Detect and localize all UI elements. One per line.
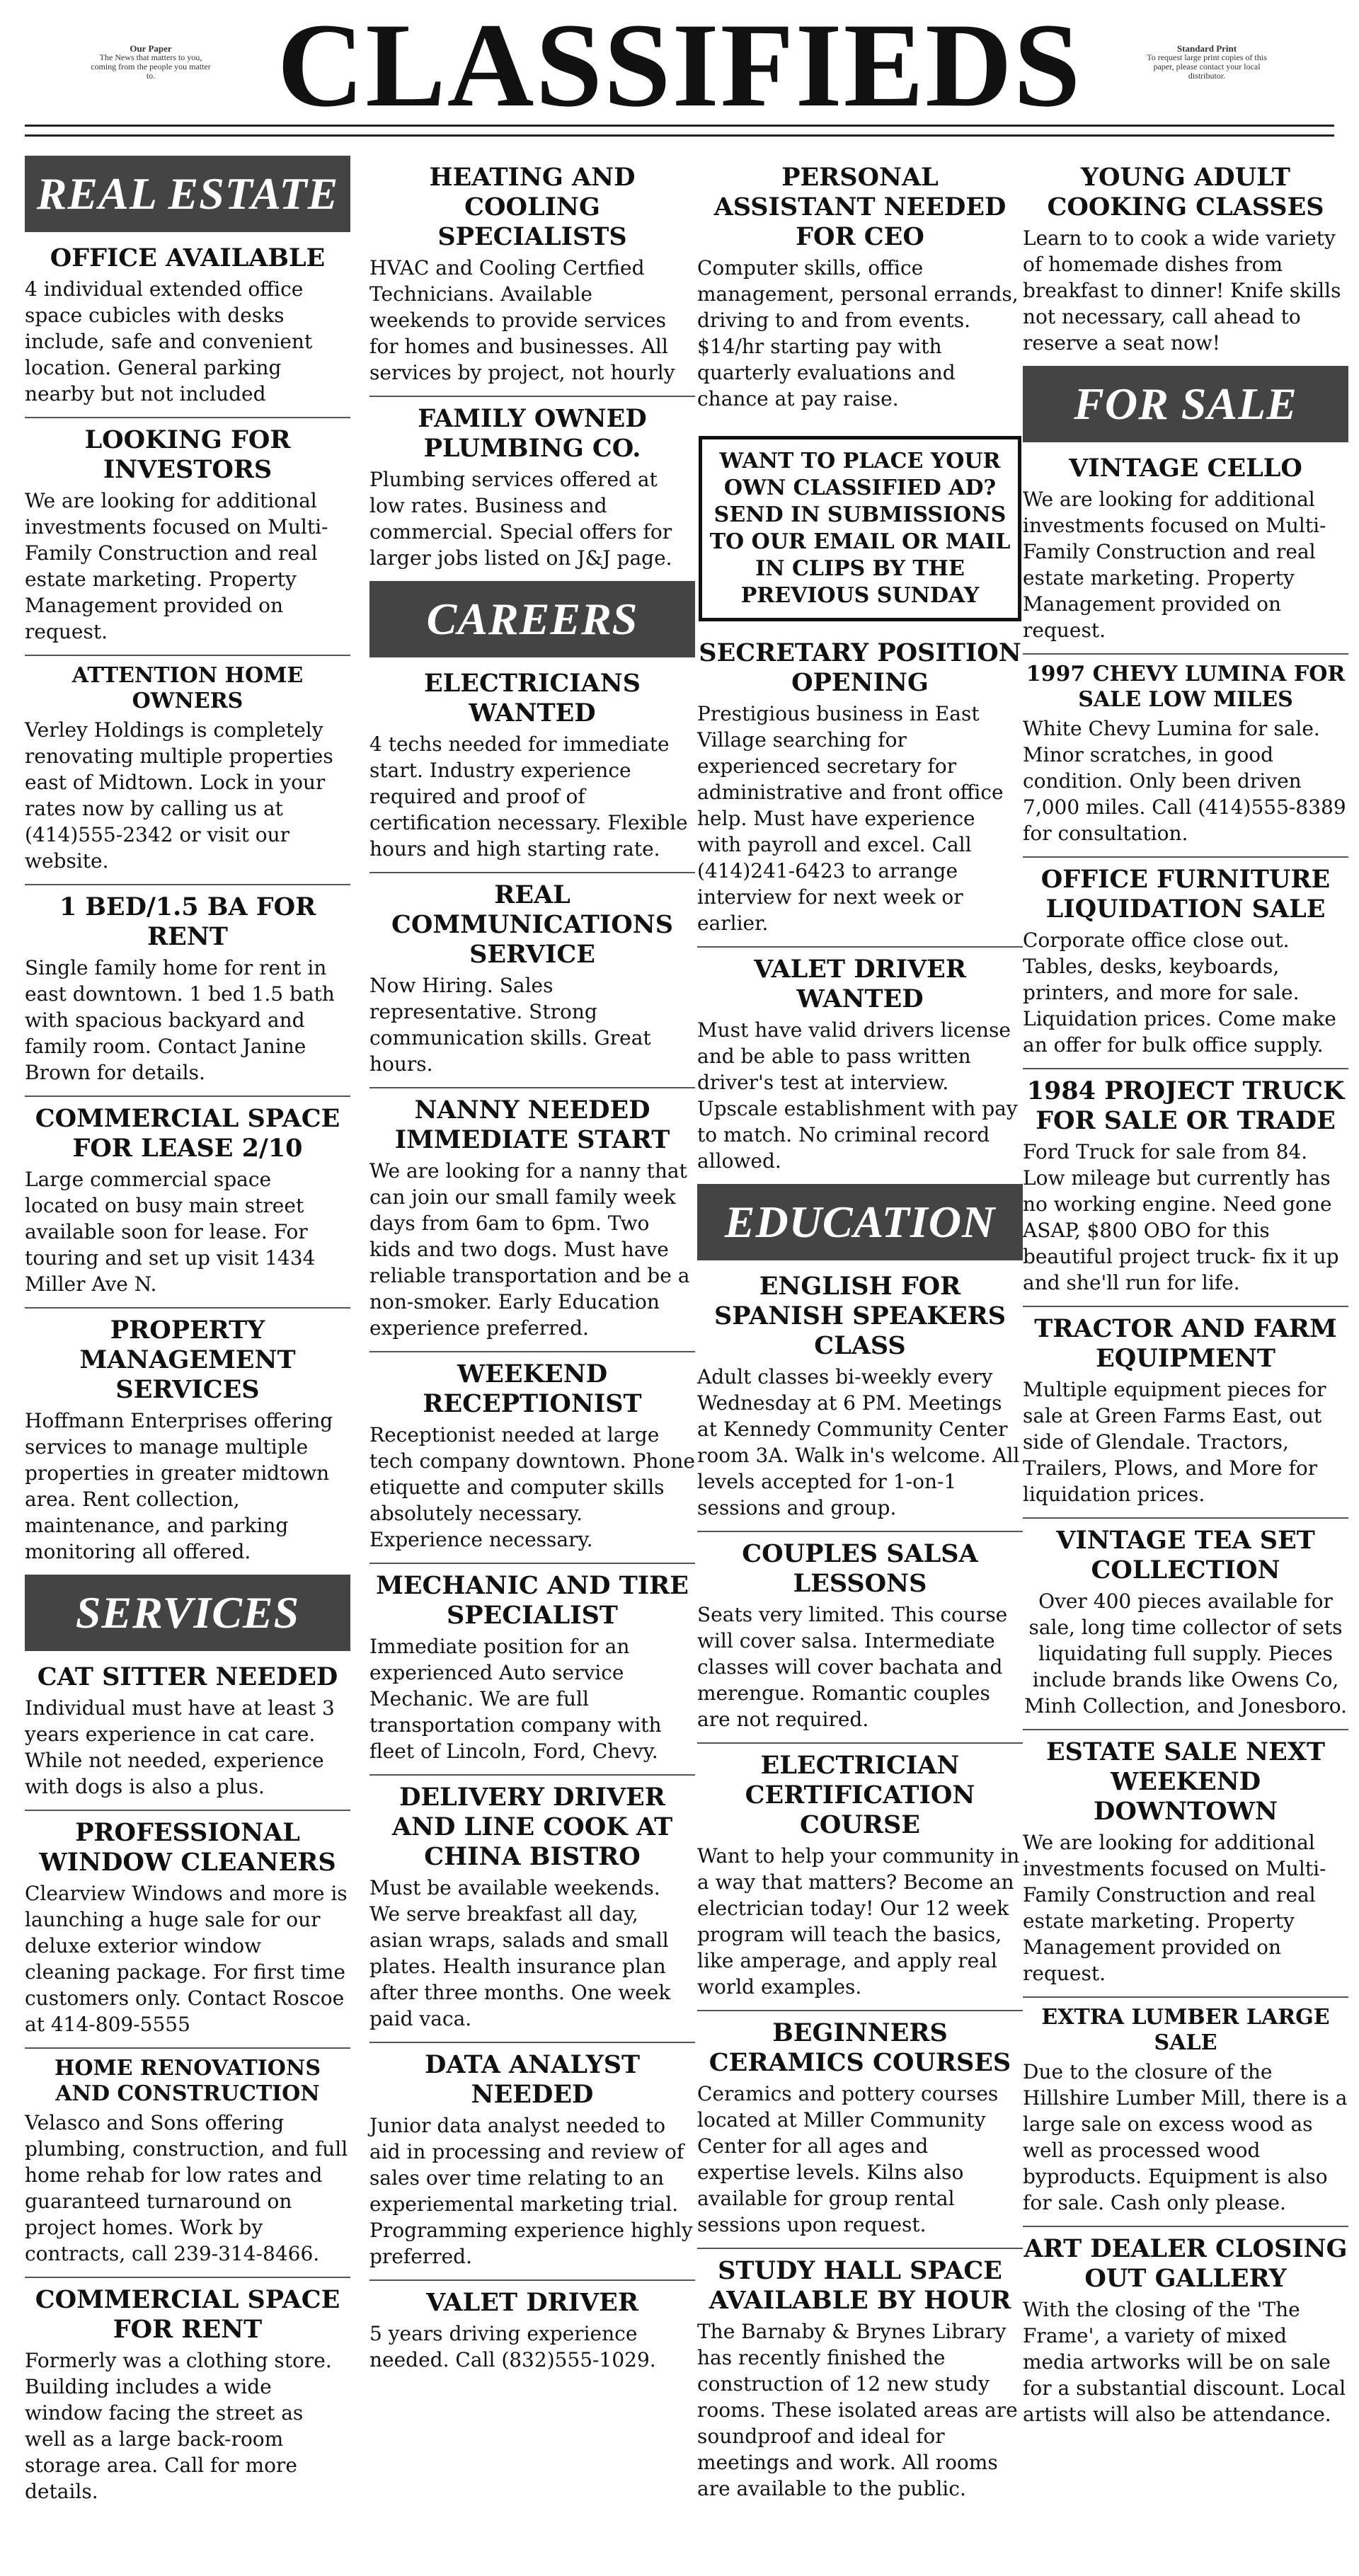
ad-body: Individual must have at least 3 years experience in cat care. While not needed, experience with dogs is also a plus. xyxy=(25,1696,335,1798)
ad-body: Learn to to cook a wide variety of homemade dishes from breakfast to dinner! Knife skills not necessary, call ahead to reserve a seat now! xyxy=(1023,226,1341,355)
ad-office-available xyxy=(25,236,350,418)
ad-commercial-space-rent xyxy=(25,2278,350,2514)
ad-heating-cooling xyxy=(369,156,695,397)
ad-body: Over 400 pieces available for sale, long time collector of sets liquidating full supply. Pieces include brands like Owens Co, Minh Collection, and Jonesboro. xyxy=(1024,1589,1347,1718)
ad-body: Junior data analyst needed to aid in processing and review of sales over time relating to an experiemental marketing trial. Programming experience highly preferred. xyxy=(369,2114,693,2268)
ad-title: 1997 CHEVY LUMINA FOR SALE LOW MILES xyxy=(1026,662,1346,712)
column-3 xyxy=(697,156,1023,2512)
ad-body: Hoffmann Enterprises offering services to manage multiple properties in greater midtown area. Rent collection, maintenance, and parking monitoring all offered. xyxy=(25,1409,333,1563)
ad-body: White Chevy Lumina for sale. Minor scratches, in good condition. Only been driven 7,000 miles. Call (414)555-8389 for consultation. xyxy=(1023,717,1346,845)
ad-title: MECHANIC AND TIRE SPECIALIST xyxy=(376,1571,689,1630)
ad-body: Verley Holdings is completely renovating multiple properties east of Midtown. Lock in your rates now by calling us at (414)555-2342 or visit our website. xyxy=(25,718,333,873)
ad-body: Must have valid drivers license and be able to pass written driver's test at interview. Upscale establishment with pay to match. No criminal record allowed. xyxy=(697,1018,1018,1173)
ad-body: Plumbing services offered at low rates. Business and commercial. Special offers for larger jobs listed on J&J page. xyxy=(369,468,672,570)
ad-valet-driver xyxy=(369,2281,695,2383)
ad-title: 1 BED/1.5 BA FOR RENT xyxy=(59,892,316,951)
masthead-right-text: To request large print copies of this paper, please contact your local distributor. xyxy=(1147,52,1267,81)
ad-body: Computer skills, office management, personal errands, driving to and from events. $14/hr starting pay with quarterly evaluations and chance at pay raise. xyxy=(697,256,1019,410)
ad-title: COUPLES SALSA LESSONS xyxy=(742,1539,978,1598)
ad-electrician-certification xyxy=(697,1744,1023,2011)
ad-title: REAL COMMUNICATIONS SERVICE xyxy=(391,880,673,969)
ad-estate-sale xyxy=(1023,1730,1348,1998)
ad-english-class xyxy=(697,1265,1023,1532)
ad-data-analyst xyxy=(369,2043,695,2281)
ad-title: COMMERCIAL SPACE FOR RENT xyxy=(35,2285,340,2344)
ad-cat-sitter xyxy=(25,1655,350,1811)
ad-attention-home-owners xyxy=(25,656,350,885)
ad-body: Formerly was a clothing store. Building includes a wide window facing the street as well as a large back-room storage area. Call for more details. xyxy=(25,2349,332,2503)
ad-title: ENGLISH FOR SPANISH SPEAKERS CLASS xyxy=(714,1272,1006,1360)
ad-body: Corporate office close out. Tables, desks, keyboards, printers, and more for sale. Liquidation prices. Come make an offer for bulk office supply. xyxy=(1023,928,1336,1057)
ad-title: SECRETARY POSITION OPENING xyxy=(699,638,1021,697)
ad-title: EXTRA LUMBER LARGE SALE xyxy=(1041,2005,1330,2055)
masthead-title: CLASSIFIEDS xyxy=(277,0,1082,132)
ad-body: HVAC and Cooling Certfied Technicians. Available weekends to provide services for homes and businesses. All services by project, not hourly xyxy=(369,256,675,384)
ad-title: ATTENTION HOME OWNERS xyxy=(71,663,304,713)
ad-bed-bath-for-rent xyxy=(25,885,350,1097)
ad-home-renovations xyxy=(25,2049,350,2278)
column-2 xyxy=(369,156,695,2383)
ad-title: YOUNG ADULT COOKING CLASSES xyxy=(1047,163,1324,222)
ad-body: We are looking for additional investments focused on Multi-Family Construction and real estate marketing. Property Management provided on request. xyxy=(25,489,328,643)
ad-title: PROPERTY MANAGEMENT SERVICES xyxy=(79,1316,296,1404)
ad-title: NANNY NEEDED IMMEDIATE START xyxy=(394,1096,670,1154)
section-for-sale: FOR SALE xyxy=(1023,366,1348,442)
ad-salsa-lessons xyxy=(697,1532,1023,1744)
ad-body: Ceramics and pottery courses located at Miller Community Center for all ages and expertise levels. Kilns also available for group rental sessions upon request. xyxy=(697,2082,999,2236)
ad-mechanic xyxy=(369,1564,695,1776)
ad-commercial-space-lease xyxy=(25,1097,350,1309)
ad-body: Adult classes bi-weekly every Wednesday at 6 PM. Meetings at Kennedy Community Center room 3A. Walk in's welcome. All levels accepted for 1-on-1 sessions and group. xyxy=(697,1365,1020,1519)
ad-body: Due to the closure of the Hillshire Lumber Mill, there is a large sale on excess wood as well as processed wood byproducts. Equipment is also for sale. Cash only please. xyxy=(1023,2060,1348,2214)
section-education: EDUCATION xyxy=(697,1184,1023,1260)
ad-study-hall xyxy=(697,2249,1023,2512)
ad-valet-driver-wanted xyxy=(697,948,1023,1184)
ad-body: Want to help your community in a way that matters? Become an electrician today! Our 12 week program will teach the basics, like amperage, and apply real world examples. xyxy=(697,1844,1020,1999)
ad-body: Receptionist needed at large tech company downtown. Phone etiquette and computer skills absolutely necessary. Experience necessary. xyxy=(369,1423,695,1551)
ad-body: Multiple equipment pieces for sale at Green Farms East, out side of Glendale. Tractors, Trailers, Plows, and More for liquidation prices. xyxy=(1023,1378,1326,1506)
ad-body: Now Hiring. Sales representative. Strong communication skills. Great hours. xyxy=(369,974,651,1076)
ad-title: ART DEALER CLOSING OUT GALLERY xyxy=(1023,2234,1348,2293)
ad-title: VALET DRIVER WANTED xyxy=(754,955,966,1013)
masthead-rule-top xyxy=(25,125,1334,127)
column-4 xyxy=(1023,156,1348,2437)
ad-secretary xyxy=(697,631,1023,948)
masthead-right-heading: Standard Print xyxy=(1176,43,1237,54)
ad-title: WEEKEND RECEPTIONIST xyxy=(423,1359,642,1418)
ad-title: HOME RENOVATIONS AND CONSTRUCTION xyxy=(55,2056,321,2106)
ad-title: ESTATE SALE NEXT WEEKEND DOWNTOWN xyxy=(1045,1737,1325,1826)
ad-body: Large commercial space located on busy main street available soon for lease. For touring and set up visit 1434 Miller Ave N. xyxy=(25,1168,316,1296)
ad-extra-lumber xyxy=(1023,1998,1348,2227)
ad-body: Ford Truck for sale from 84. Low mileage but currently has no working engine. Need gone ASAP, $800 OBO for this beautiful project truck- fix it up and she'll run for life. xyxy=(1023,1140,1339,1294)
ad-title: PROFESSIONAL WINDOW CLEANERS xyxy=(39,1818,336,1877)
place-ad-notice: WANT TO PLACE YOUR OWN CLASSIFIED AD? SEND IN SUBMISSIONS TO OUR EMAIL OR MAIL IN CLIPS BY THE PREVIOUS SUNDAY xyxy=(699,436,1021,621)
ad-title: BEGINNERS CERAMICS COURSES xyxy=(709,2018,1011,2077)
ad-window-cleaners xyxy=(25,1811,350,2049)
ad-title: PERSONAL ASSISTANT NEEDED FOR CEO xyxy=(713,163,1007,251)
ad-looking-for-investors xyxy=(25,418,350,656)
ad-title: FAMILY OWNED PLUMBING CO. xyxy=(418,404,647,463)
ad-body: The Barnaby & Brynes Library has recently finished the construction of 12 new study rooms. These isolated areas are soundproof and ideal for meetings and work. All rooms are available to the public. xyxy=(697,2320,1018,2500)
ad-title: VALET DRIVER xyxy=(426,2288,638,2317)
ad-title: CAT SITTER NEEDED xyxy=(37,1662,338,1691)
ad-chevy-lumina xyxy=(1023,655,1348,858)
ad-vintage-cello xyxy=(1023,447,1348,655)
ad-body: With the closing of the 'The Frame', a variety of mixed media artworks will be on sale for a substantial discount. Local artists will also be attendance. xyxy=(1023,2298,1346,2426)
ad-body: 5 years driving experience needed. Call (832)555-1029. xyxy=(369,2322,656,2371)
ad-electricians-wanted xyxy=(369,662,695,873)
ad-cooking-classes xyxy=(1023,156,1348,366)
ad-title: COMMERCIAL SPACE FOR LEASE 2/10 xyxy=(35,1104,340,1163)
ad-title: DELIVERY DRIVER AND LINE COOK AT CHINA BISTRO xyxy=(391,1783,673,1871)
ad-title: VINTAGE TEA SET COLLECTION xyxy=(1056,1526,1315,1585)
ad-body: We are looking for additional investments focused on Multi-Family Construction and real estate marketing. Property Management provided on request. xyxy=(1023,1831,1326,1985)
ad-title: HEATING AND COOLING SPECIALISTS xyxy=(429,163,636,251)
ad-body: 4 individual extended office space cubicles with desks include, safe and convenient location. General parking nearby but not included xyxy=(25,277,313,406)
ad-property-management xyxy=(25,1309,350,1575)
section-services: SERVICES xyxy=(25,1575,350,1651)
ad-body: Clearview Windows and more is launching a huge sale for our deluxe exterior window cleaning package. For first time customers only. Contact Roscoe at 414-809-5555 xyxy=(25,1882,348,2036)
ad-tractor xyxy=(1023,1307,1348,1519)
ad-real-communications xyxy=(369,873,695,1088)
ad-title: OFFICE AVAILABLE xyxy=(50,243,326,272)
ad-title: LOOKING FOR INVESTORS xyxy=(84,425,291,484)
ad-body: Single family home for rent in east downtown. 1 bed 1.5 bath with spacious backyard and family room. Contact Janine Brown for details. xyxy=(25,956,335,1084)
ad-body: Velasco and Sons offering plumbing, construction, and full home rehab for low rates and guaranteed turnaround on project homes. Work by contracts, call 239-314-8466. xyxy=(25,2111,348,2265)
masthead-rule-bottom xyxy=(25,134,1334,137)
ad-body: Must be available weekends. We serve breakfast all day, asian wraps, salads and small plates. Health insurance plan after three months. One week paid vaca. xyxy=(369,1876,671,2030)
ad-project-truck xyxy=(1023,1069,1348,1307)
ad-delivery-driver xyxy=(369,1776,695,2043)
ad-body: Seats very limited. This course will cover salsa. Intermediate classes will cover bachata and merengue. Romantic couples are not required. xyxy=(697,1603,1008,1731)
ad-title: TRACTOR AND FARM EQUIPMENT xyxy=(1034,1314,1337,1373)
ad-family-plumbing xyxy=(369,397,695,581)
ad-title: ELECTRICIANS WANTED xyxy=(424,669,641,728)
ad-title: VINTAGE CELLO xyxy=(1069,454,1302,483)
ad-body: Immediate position for an experienced Auto service Mechanic. We are full transportation company with fleet of Lincoln, Ford, Chevy. xyxy=(369,1635,662,1763)
ad-office-furniture xyxy=(1023,858,1348,1069)
ad-personal-assistant xyxy=(697,156,1023,422)
masthead-right-note xyxy=(1147,44,1267,81)
masthead-left-heading: Our Paper xyxy=(130,43,172,54)
ad-weekend-receptionist xyxy=(369,1352,695,1564)
section-careers: CAREERS xyxy=(369,581,695,657)
ad-nanny-needed xyxy=(369,1088,695,1352)
ad-title: DATA ANALYST NEEDED xyxy=(424,2050,641,2109)
ad-ceramics xyxy=(697,2011,1023,2249)
ad-title: ELECTRICIAN CERTIFICATION COURSE xyxy=(745,1751,975,1839)
ad-body: 4 techs needed for immediate start. Industry experience required and proof of certification necessary. Flexible hours and high starting rate. xyxy=(369,732,688,861)
ad-tea-set xyxy=(1023,1519,1348,1730)
section-real-estate: REAL ESTATE xyxy=(25,156,350,232)
ad-title: OFFICE FURNITURE LIQUIDATION SALE xyxy=(1040,865,1331,924)
ad-title: 1984 PROJECT TRUCK FOR SALE OR TRADE xyxy=(1026,1076,1345,1135)
ad-title: STUDY HALL SPACE AVAILABLE BY HOUR xyxy=(709,2256,1011,2315)
ad-body: We are looking for a nanny that can join our small family week days from 6am to 6pm. Two kids and two dogs. Must have reliable transportation and be a non-smoker. Early Education experience preferred. xyxy=(369,1159,690,1340)
ad-body: We are looking for additional investments focused on Multi-Family Construction and real estate marketing. Property Management provided on request. xyxy=(1023,488,1326,642)
column-1 xyxy=(25,156,350,2514)
ad-art-dealer xyxy=(1023,2227,1348,2437)
ad-body: Prestigious business in East Village searching for experienced secretary for administrative and front office help. Must have experience with payroll and excel. Call (414)241-6423 to arrange interview for next week or earlier. xyxy=(697,702,1004,935)
masthead-left-text: The News that matters to you, coming from the people you matter to. xyxy=(91,52,211,81)
